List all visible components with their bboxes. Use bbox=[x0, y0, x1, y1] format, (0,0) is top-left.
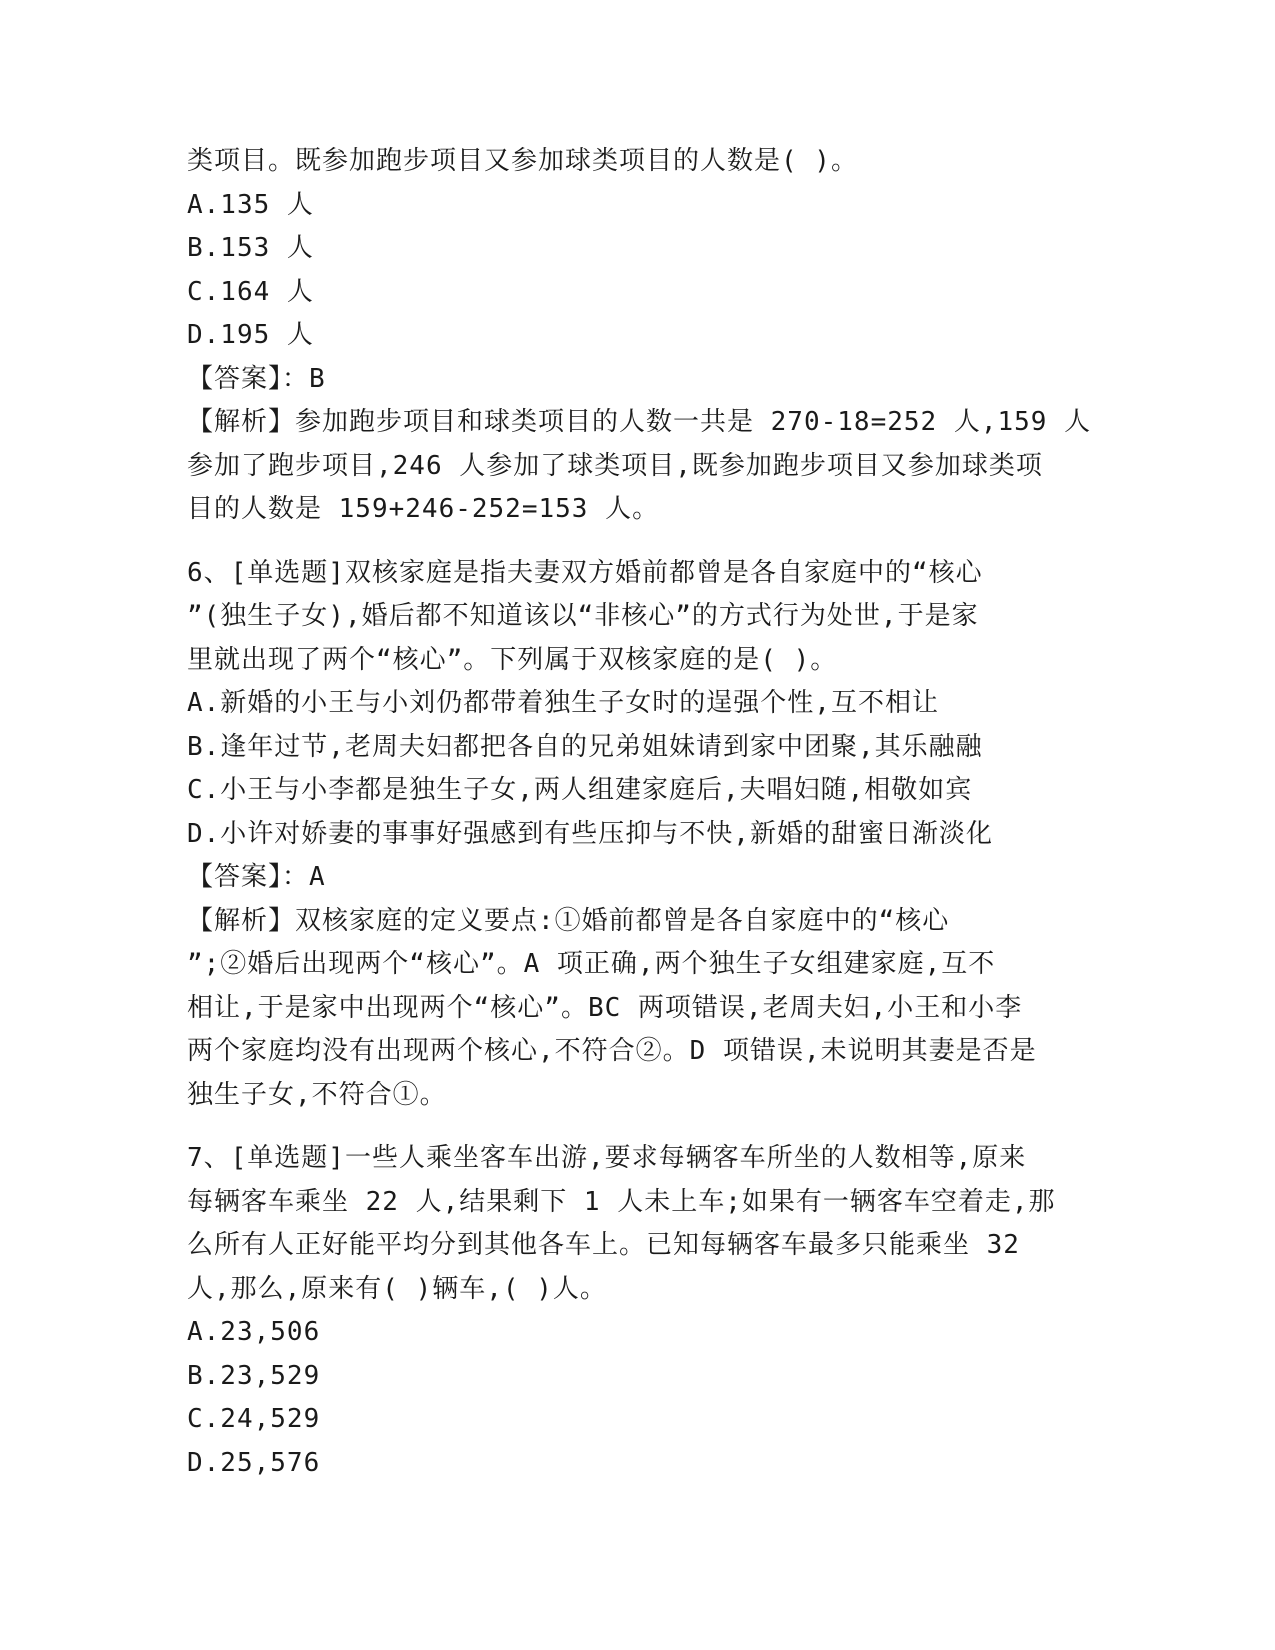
option-a: A.135 人 bbox=[187, 189, 314, 220]
option-b: B.逢年过节,老周夫妇都把各自的兄弟姐妹请到家中团聚,其乐融融 bbox=[187, 731, 983, 762]
analysis-line: 【解析】双核家庭的定义要点:①婚前都曾是各自家庭中的“核心 bbox=[187, 905, 950, 936]
answer-line: 【答案】：A bbox=[187, 862, 326, 892]
option-b: B.23,529 bbox=[187, 1360, 321, 1391]
analysis-line: ”;②婚后出现两个“核心”。A 项正确,两个独生子女组建家庭,互不 bbox=[187, 949, 996, 979]
option-d: D.小许对娇妻的事事好强感到有些压抑与不快,新婚的甜蜜日渐淡化 bbox=[187, 818, 993, 849]
question-stem-line: 里就出现了两个“核心”。下列属于双核家庭的是( )。 bbox=[187, 644, 838, 675]
spacer bbox=[187, 1117, 1087, 1137]
analysis-line: 目的人数是 159+246-252=153 人。 bbox=[187, 494, 660, 524]
option-c: C.小王与小李都是独生子女,两人组建家庭后,夫唱妇随,相敬如宾 bbox=[187, 775, 973, 805]
question-stem-line: 7、[单选题]一些人乘坐客车出游,要求每辆客车所坐的人数相等,原来 bbox=[187, 1143, 1027, 1173]
analysis-line: 两个家庭均没有出现两个核心,不符合②。D 项错误,未说明其妻是否是 bbox=[187, 1036, 1037, 1066]
analysis-line: 【解析】参加跑步项目和球类项目的人数一共是 270-18=252 人,159 人 bbox=[187, 407, 1092, 437]
question-7 bbox=[187, 1137, 1087, 1485]
question-6 bbox=[187, 552, 1087, 1118]
question-stem-line: 每辆客车乘坐 22 人,结果剩下 1 人未上车;如果有一辆客车空着走,那 bbox=[187, 1186, 1056, 1217]
spacer bbox=[187, 532, 1087, 552]
option-a: A.23,506 bbox=[187, 1317, 321, 1347]
option-b: B.153 人 bbox=[187, 233, 314, 263]
answer-line: 【答案】：B bbox=[187, 363, 326, 394]
option-d: D.195 人 bbox=[187, 320, 314, 350]
analysis-line: 独生子女,不符合①。 bbox=[187, 1079, 447, 1110]
question-stem-line: ”(独生子女),婚后都不知道该以“非核心”的方式行为处世,于是家 bbox=[187, 601, 979, 631]
question-stem-line: 6、[单选题]双核家庭是指夫妻双方婚前都曾是各自家庭中的“核心 bbox=[187, 557, 983, 588]
option-a: A.新婚的小王与小刘仍都带着独生子女时的逞强个性,互不相让 bbox=[187, 688, 939, 718]
analysis-line: 相让,于是家中出现两个“核心”。BC 两项错误,老周夫妇,小王和小李 bbox=[187, 992, 1023, 1023]
analysis-line: 参加了跑步项目,246 人参加了球类项目,既参加跑步项目又参加球类项 bbox=[187, 450, 1043, 481]
document-page bbox=[187, 140, 1092, 1485]
question-stem-line: 人,那么,原来有( )辆车,( )人。 bbox=[187, 1273, 607, 1304]
question-stem-line: 类项目。既参加跑步项目又参加球类项目的人数是( )。 bbox=[187, 146, 858, 176]
option-d: D.25,576 bbox=[187, 1447, 321, 1478]
option-c: C.24,529 bbox=[187, 1404, 321, 1434]
option-c: C.164 人 bbox=[187, 276, 314, 307]
question-stem-line: 么所有人正好能平均分到其他各车上。已知每辆客车最多只能乘坐 32 bbox=[187, 1230, 1020, 1260]
question-5 bbox=[187, 140, 1092, 532]
